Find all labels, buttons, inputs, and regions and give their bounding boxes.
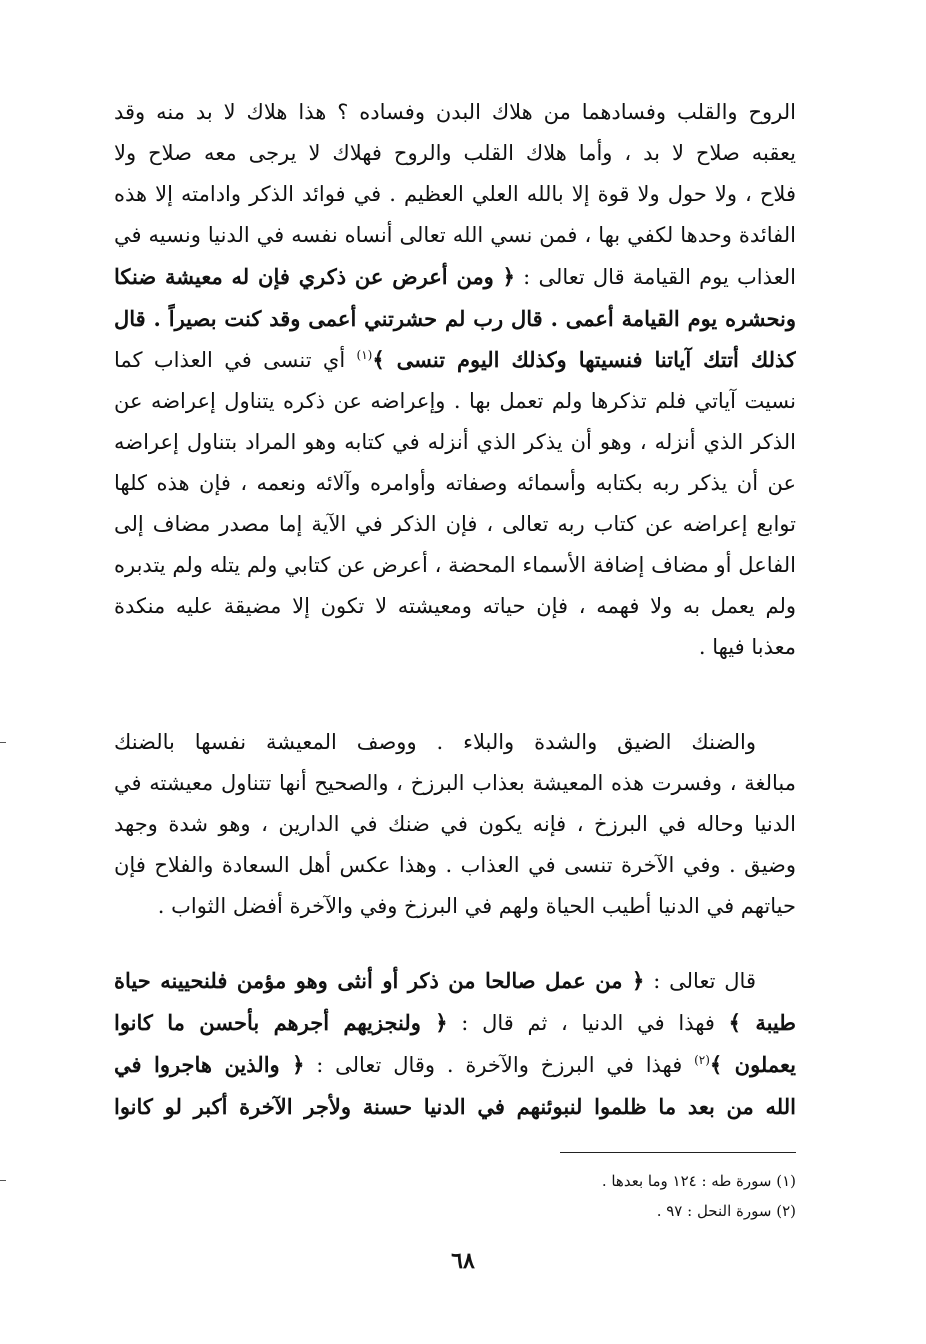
paragraph-3 <box>114 960 796 1127</box>
text-line: ولم يعمل به ولا فهمه ، فإن حياته ومعيشته لا تكون إلا مضيقة عليه منكدة <box>114 594 796 618</box>
quran-quote: طيبة ﴾ <box>728 1010 796 1035</box>
scan-edge-mark <box>0 1180 6 1181</box>
plain-text: قال تعالى : <box>644 969 756 993</box>
quran-quote-line: ونحشره يوم القيامة أعمى . قال رب لم حشرتني أعمى وقد كنت بصيراً . قال <box>114 306 796 331</box>
text-line: الدنيا وحاله في البرزخ ، فإنه يكون في ضنك في الدارين ، وهو شدة وجهد <box>114 812 796 836</box>
text-line: والضنك الضيق والشدة والبلاء . ووصف المعيشة نفسها بالضنك <box>114 730 756 754</box>
text-line <box>114 256 796 298</box>
text-line <box>114 1002 796 1044</box>
text-line <box>114 339 796 381</box>
plain-text: العذاب يوم القيامة قال تعالى : <box>514 265 796 289</box>
text-line: الذكر الذي أنزله ، وهو أن يذكر الذي أنزله في كتابه وهو المراد بتناول إعراضه <box>114 430 796 454</box>
plain-text: أي تنسى في العذاب كما <box>114 348 357 372</box>
plain-text: فهذا في البرزخ والآخرة . وقال تعالى : <box>304 1053 695 1077</box>
quran-quote: ﴿ ومن أعرض عن ذكري فإن له معيشة ضنكا <box>114 264 515 289</box>
quran-quote: كذلك أتتك آياتنا فنسيتها وكذلك اليوم تنسى ﴾ <box>372 347 796 372</box>
footnote-ref: (١) <box>356 348 373 362</box>
text-line: مبالغة ، وفسرت هذه المعيشة بعذاب البرزخ ، والصحيح أنها تتناول معيشته في <box>114 771 796 795</box>
footnote-divider <box>560 1152 796 1153</box>
scan-edge-mark <box>0 742 6 743</box>
text-line: يعقبه صلاح لا بد ، وأما هلاك القلب والروح فهلاك لا يرجى معه صلاح ولا <box>114 141 796 165</box>
text-line: عن أن يذكر ربه بكتابه وأسمائه وصفاته وأوامره وآلائه ونعمه ، فإن هذه كلها <box>114 471 796 495</box>
quran-quote: ﴿ والذين هاجروا في <box>114 1052 305 1077</box>
page-number: ٦٨ <box>451 1248 475 1274</box>
text-line: حياتهم في الدنيا أطيب الحياة ولهم في البرزخ وفي والآخرة أفضل الثواب . <box>157 894 796 918</box>
quran-quote: ﴿ من عمل صالحا من ذكر أو أنثى وهو مؤمن فلنحيينه حياة <box>114 968 645 993</box>
text-line: الروح والقلب وفسادهما من هلاك البدن وفساده ؟ هذا هلاك لا بد منه وقد <box>114 100 796 124</box>
footnotes <box>460 1166 796 1226</box>
paragraph-1 <box>114 92 796 668</box>
quran-quote: ﴿ ولنجزيهم أجرهم بأحسن ما كانوا <box>114 1010 448 1035</box>
text-line <box>114 960 796 1002</box>
text-line: توابع إعراضه عن كتاب ربه تعالى ، فإن الذكر في الآية إما مصدر مضاف إلى <box>114 512 796 536</box>
footnote-2: (٢) سورة النحل : ٩٧ . <box>656 1202 796 1220</box>
quran-quote-line: الله من بعد ما ظلموا لنبوئنهم في الدنيا حسنة ولأجر الآخرة أكبر لو كانوا <box>114 1094 796 1119</box>
text-line: وضيق . وفي الآخرة تنسى في العذاب . وهذا عكس أهل السعادة والفلاح فإن <box>114 853 796 877</box>
quran-quote: يعملون ﴾ <box>709 1052 796 1077</box>
paragraph-2 <box>114 722 796 927</box>
text-line: معذبا فيها . <box>698 635 796 659</box>
footnote-1: (١) سورة طه : ١٢٤ وما بعدها . <box>601 1172 796 1190</box>
text-line: الفائدة وحدها لكفي بها ، فمن نسي الله تعالى أنساه نفسه في الدنيا ونسيه في <box>114 223 796 247</box>
text-line: نسيت آياتي فلم تذكرها ولم تعمل بها . وإعراضه عن ذكره يتناول إعراضه عن <box>114 389 796 413</box>
text-line: الفاعل أو مضاف إضافة الأسماء المحضة ، أعرض عن كتابي ولم يتله ولم يتدبره <box>114 553 796 577</box>
text-line <box>114 1044 796 1086</box>
text-line: فلاح ، ولا حول ولا قوة إلا بالله العلي العظيم . في فوائد الذكر وادامته إلا هذه <box>114 182 796 206</box>
footnote-ref: (٢) <box>694 1053 710 1067</box>
plain-text: فهذا في الدنيا ، ثم قال : <box>447 1011 729 1035</box>
